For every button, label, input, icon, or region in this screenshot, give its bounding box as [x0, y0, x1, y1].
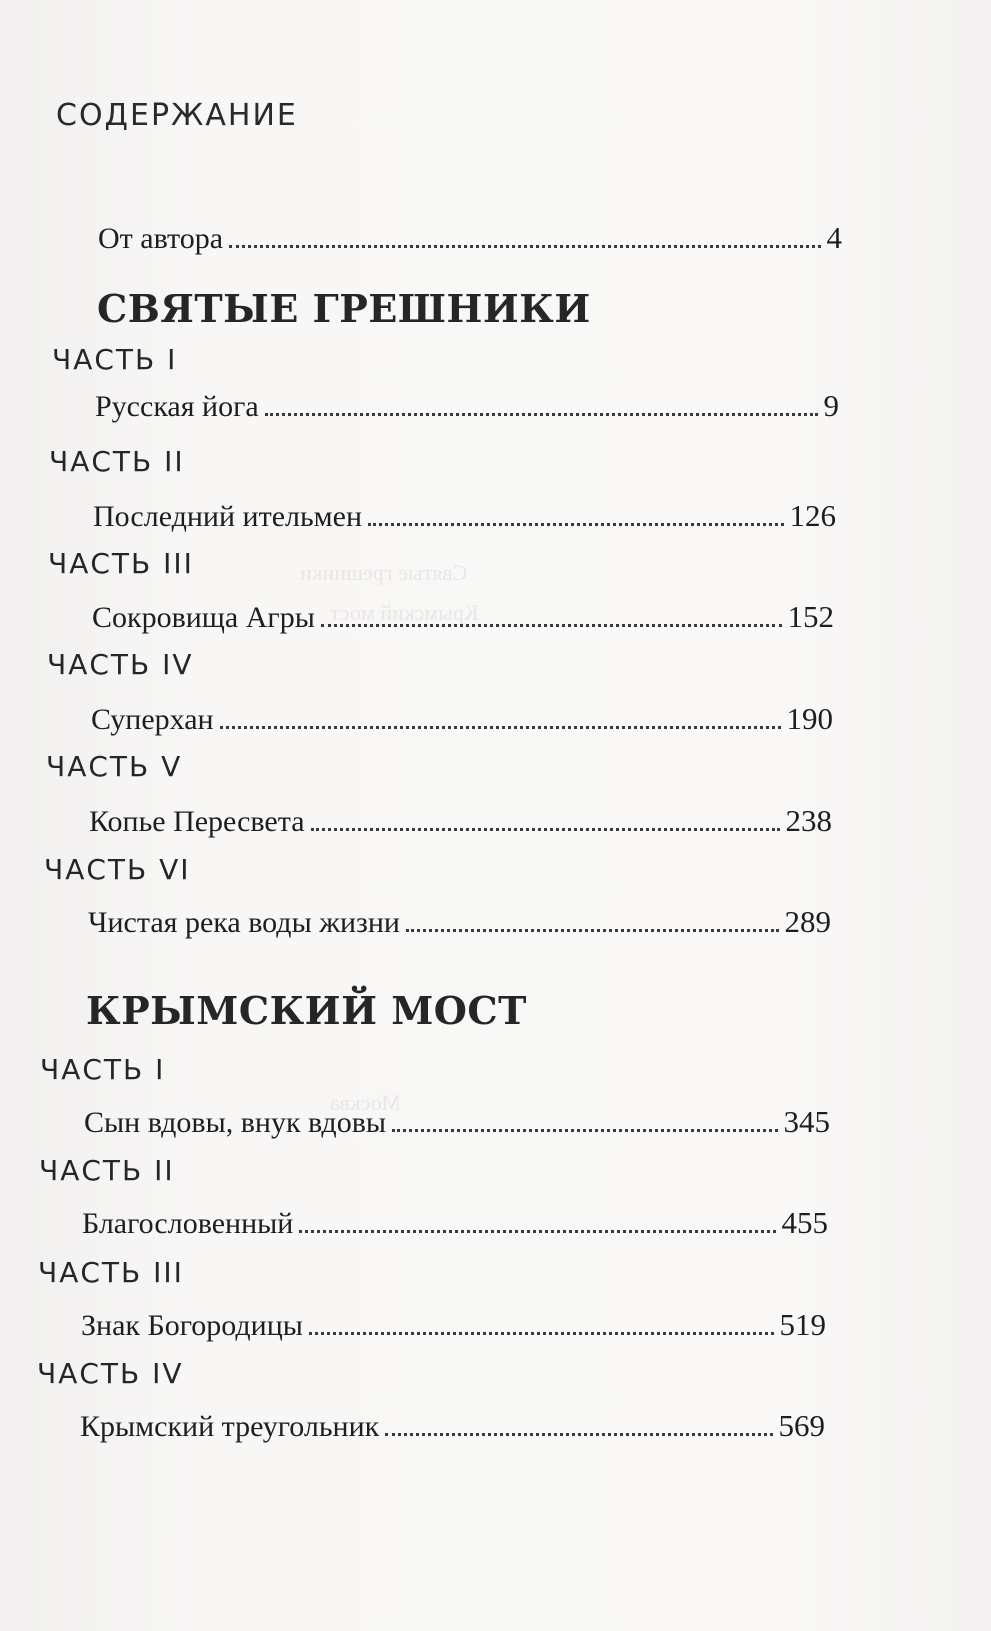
toc-entry[interactable]	[92, 595, 834, 635]
bleed-through-text: Святые грешники	[300, 560, 468, 585]
entry-page: 238	[785, 803, 832, 838]
entry-title: Крымский треугольник	[80, 1410, 380, 1443]
toc-entry[interactable]	[82, 1201, 828, 1241]
part-label: ЧАСТЬ II	[49, 445, 185, 478]
entry-page: 4	[826, 220, 842, 255]
toc-entry[interactable]	[91, 697, 833, 737]
entry-title: Сокровища Агры	[92, 601, 315, 634]
entry-page: 190	[786, 701, 833, 736]
entry-page: 569	[778, 1408, 825, 1443]
entry-title: Знак Богородицы	[81, 1309, 303, 1342]
part-label: ЧАСТЬ VI	[44, 853, 191, 886]
entry-title: Последний ительмен	[93, 500, 363, 533]
leader-dots	[309, 1332, 774, 1335]
entry-title: Сын вдовы, внук вдовы	[84, 1106, 387, 1139]
bleed-through-text: Москва	[330, 1090, 401, 1115]
leader-dots	[311, 828, 780, 831]
toc-entry[interactable]	[95, 384, 839, 424]
entry-title: От автора	[98, 222, 224, 255]
toc-entry[interactable]	[84, 1100, 830, 1140]
entry-page: 126	[789, 498, 836, 533]
part-label: ЧАСТЬ IV	[47, 648, 194, 681]
leader-dots	[321, 624, 782, 627]
leader-dots	[406, 929, 779, 932]
section-title: СВЯТЫЕ ГРЕШНИКИ	[97, 286, 591, 331]
entry-title: Копье Пересвета	[89, 805, 305, 838]
entry-page: 9	[823, 388, 839, 423]
leader-dots	[220, 726, 781, 729]
toc-entry[interactable]	[80, 1404, 825, 1444]
leader-dots	[299, 1230, 775, 1233]
entry-page: 519	[779, 1307, 826, 1342]
bleed-through-text: Крымский мост	[330, 600, 479, 625]
toc-entry[interactable]	[81, 1303, 826, 1343]
section-title: КРЫМСКИЙ МОСТ	[86, 988, 527, 1033]
part-label: ЧАСТЬ II	[39, 1154, 175, 1187]
leader-dots	[385, 1433, 772, 1436]
entry-page: 345	[783, 1104, 830, 1139]
leader-dots	[265, 413, 818, 416]
part-label: ЧАСТЬ V	[46, 750, 183, 783]
entry-title: Благословенный	[82, 1207, 294, 1240]
leader-dots	[392, 1129, 777, 1132]
entry-page: 289	[784, 904, 831, 939]
entry-title: Чистая река воды жизни	[88, 906, 400, 939]
entry-title: Суперхан	[91, 703, 214, 736]
part-label: ЧАСТЬ I	[52, 343, 178, 376]
entry-page: 455	[781, 1205, 828, 1240]
entry-title: Русская йога	[95, 390, 259, 423]
leader-dots	[368, 523, 783, 526]
toc-entry-intro[interactable]	[98, 216, 842, 256]
toc-entry[interactable]	[89, 799, 832, 839]
toc-entry[interactable]	[93, 494, 836, 534]
part-label: ЧАСТЬ III	[48, 547, 194, 580]
page-title: СОДЕРЖАНИЕ	[56, 98, 298, 133]
toc-entry[interactable]	[88, 900, 831, 940]
leader-dots	[229, 245, 820, 248]
part-label: ЧАСТЬ I	[40, 1053, 166, 1086]
part-label: ЧАСТЬ IV	[37, 1357, 184, 1390]
part-label: ЧАСТЬ III	[38, 1256, 184, 1289]
entry-page: 152	[787, 599, 834, 634]
